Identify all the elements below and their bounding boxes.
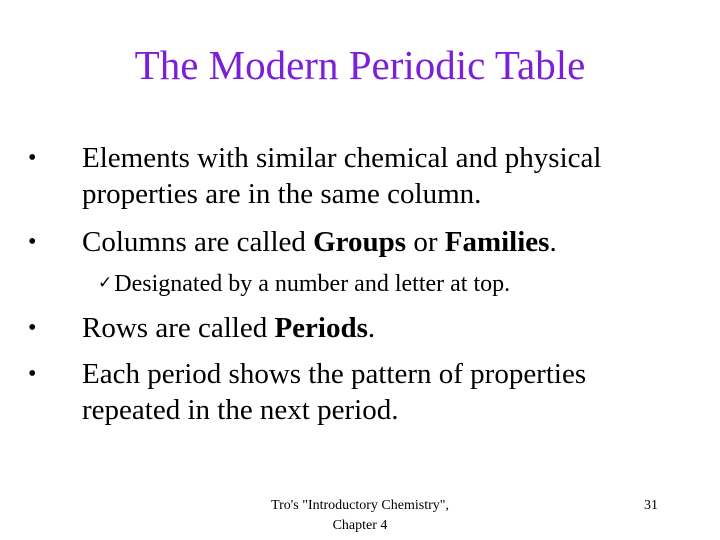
bold-term-groups: Groups xyxy=(313,226,407,258)
bullet-similar-properties xyxy=(28,140,708,212)
bullet-text: Rows are called xyxy=(82,312,275,344)
page-number: 31 xyxy=(644,498,658,513)
bullet-each-period xyxy=(28,356,708,428)
bullet-rows-periods xyxy=(28,310,708,346)
bullet-line xyxy=(82,224,708,260)
slide-title: The Modern Periodic Table xyxy=(134,42,586,88)
bullet-text: or xyxy=(406,226,445,258)
sub-bullet-text: Designated by a number and letter at top. xyxy=(114,271,511,297)
bullet-text: Columns are called xyxy=(82,226,314,258)
footer-source-line: Chapter 4 xyxy=(332,518,388,533)
bold-term-families: Families xyxy=(444,226,550,258)
bullet-dot-icon: • xyxy=(28,315,37,341)
bullet-dot-icon: • xyxy=(28,229,37,255)
bullet-line: properties are in the same column. xyxy=(82,178,482,210)
bullet-line: Each period shows the pattern of properties xyxy=(82,358,587,390)
sub-bullet-designated xyxy=(98,268,510,299)
bullet-text: . xyxy=(549,226,557,258)
bullet-text: . xyxy=(367,312,376,344)
bullet-line: repeated in the next period. xyxy=(82,394,399,426)
bullet-line xyxy=(82,310,708,346)
bold-term-periods: Periods xyxy=(274,312,368,344)
bullet-dot-icon: • xyxy=(28,361,37,387)
bullet-dot-icon: • xyxy=(28,145,37,171)
footer-source-line: Tro's "Introductory Chemistry", xyxy=(271,498,449,513)
checkmark-icon: ✓ xyxy=(98,273,113,293)
footer-source xyxy=(240,496,480,536)
bullet-columns-groups xyxy=(28,224,708,260)
bullet-line: Elements with similar chemical and physical xyxy=(82,142,602,174)
